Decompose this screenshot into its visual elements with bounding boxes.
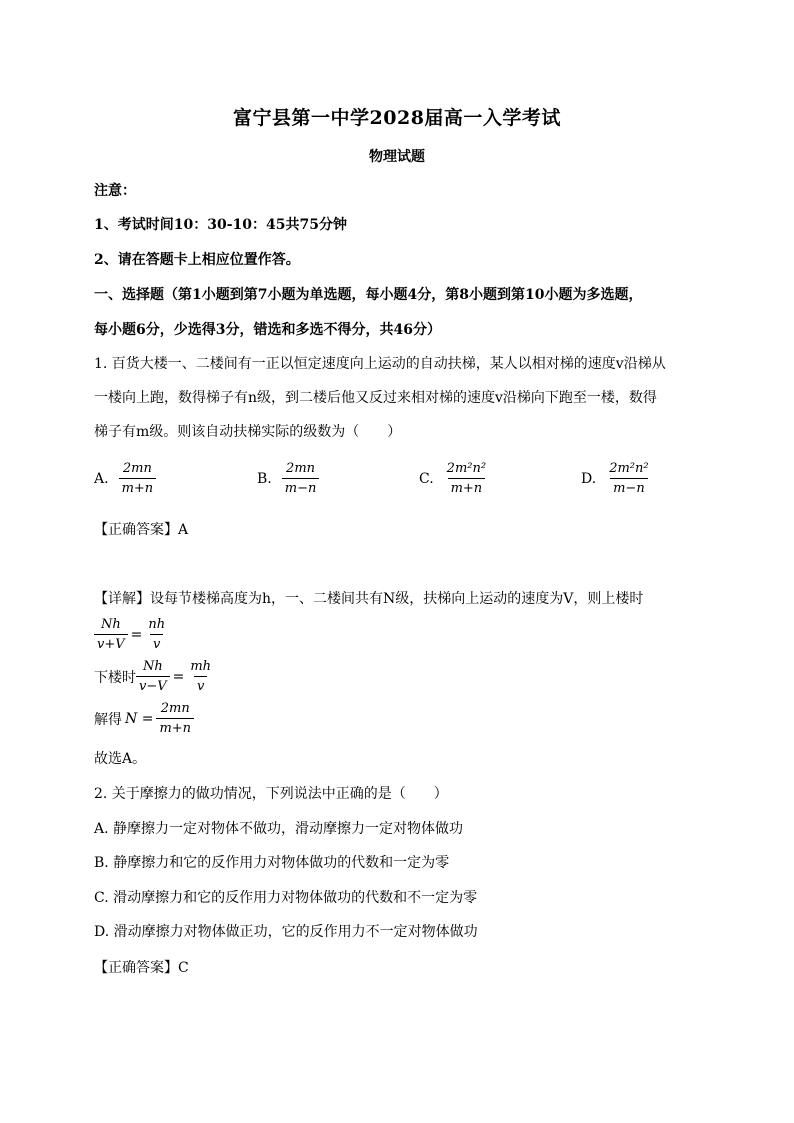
fraction-numerator: Nh (100, 617, 121, 632)
equation-rhs-fraction (145, 616, 168, 653)
fraction-denominator: m+n (448, 478, 486, 497)
fraction-numerator: 2m²n² (446, 461, 487, 476)
fraction-denominator: m+n (119, 478, 157, 497)
solution-fraction (156, 700, 194, 737)
notice-heading: 注意： (94, 183, 136, 199)
equation-lhs-fraction (94, 616, 128, 653)
q1-equation-up (94, 616, 168, 653)
q2-stem: 2. 关于摩擦力的做功情况，下列说法中正确的是（ ） (94, 786, 448, 802)
option-fraction (606, 460, 651, 497)
q1-equation-solution (94, 700, 194, 737)
q2-option-a: A. 静摩擦力一定对物体不做功，滑动摩擦力一定对物体做功 (94, 821, 464, 837)
q1-equation-down (94, 658, 214, 695)
q2-option-b: B. 静摩擦力和它的反作用力对物体做功的代数和一定为零 (94, 855, 450, 871)
fraction-denominator: m−n (282, 478, 320, 497)
equals-sign: = (172, 668, 185, 685)
q1-option-a (94, 460, 156, 497)
q1-detail-intro: 【详解】设每节楼梯高度为h，一、二楼间共有N级，扶梯向上运动的速度为V，则上楼时 (94, 591, 644, 607)
fraction-numerator: mh (190, 659, 212, 674)
q1-conclusion: 故选A。 (94, 751, 147, 767)
fraction-denominator: v (194, 676, 207, 695)
fraction-denominator: v+V (94, 634, 128, 653)
equation-prefix: 解得 (94, 711, 122, 728)
fraction-numerator: 2m²n² (609, 461, 649, 476)
exam-title: 富宁县第一中学2028届高一入学考试 (233, 107, 561, 129)
fraction-numerator: 2mn (122, 461, 152, 476)
option-label: A. (94, 470, 109, 487)
q1-option-d (581, 460, 652, 497)
option-label: D. (581, 470, 597, 487)
option-fraction (444, 460, 489, 497)
option-label: C. (419, 470, 434, 487)
fraction-numerator: 2mn (160, 701, 190, 716)
section-heading-line2: 每小题6分，少选得3分，错选和多选不得分，共46分） (94, 322, 441, 338)
equation-lhs: N = (125, 710, 154, 727)
section-heading-line1: 一、选择题（第1小题到第7小题为单选题，每小题4分，第8小题到第10小题为多选题， (94, 287, 643, 303)
q2-answer: 【正确答案】C (94, 960, 189, 976)
option-label: B. (257, 470, 272, 487)
fraction-denominator: m−n (610, 478, 648, 497)
fraction-denominator: v−V (136, 676, 170, 695)
equals-sign: = (130, 626, 143, 643)
equation-rhs-fraction (187, 658, 214, 695)
fraction-numerator: 2mn (286, 461, 316, 476)
q1-stem-line3: 梯子有m级。则该自动扶梯实际的级数为（ ） (94, 424, 402, 440)
notice-item-answer-sheet: 2、请在答题卡上相应位置作答。 (94, 252, 300, 268)
notice-item-time: 1、考试时间10：30-10：45共75分钟 (94, 217, 347, 233)
fraction-numerator: nh (148, 617, 166, 632)
q1-stem-line1: 1. 百货大楼一、二楼间有一正以恒定速度向上运动的自动扶梯，某人以相对梯的速度v沿梯从 (94, 356, 666, 372)
q2-option-d: D. 滑动摩擦力对物体做正功，它的反作用力不一定对物体做功 (94, 924, 478, 940)
q1-stem-line2: 一楼向上跑，数得梯子有n级，到二楼后他又反过来相对梯的速度v沿梯向下跑至一楼，数得 (94, 390, 657, 406)
fraction-denominator: v (150, 634, 163, 653)
equation-lhs-fraction (136, 658, 170, 695)
exam-subtitle: 物理试题 (369, 149, 425, 165)
option-fraction (282, 460, 320, 497)
fraction-denominator: m+n (156, 718, 194, 737)
q1-option-c (419, 460, 489, 497)
equation-prefix: 下楼时 (94, 669, 136, 686)
q1-option-b (257, 460, 319, 497)
fraction-numerator: Nh (142, 659, 163, 674)
option-fraction (119, 460, 157, 497)
q1-answer: 【正确答案】A (94, 522, 189, 538)
q2-option-c: C. 滑动摩擦力和它的反作用力对物体做功的代数和不一定为零 (94, 890, 478, 906)
